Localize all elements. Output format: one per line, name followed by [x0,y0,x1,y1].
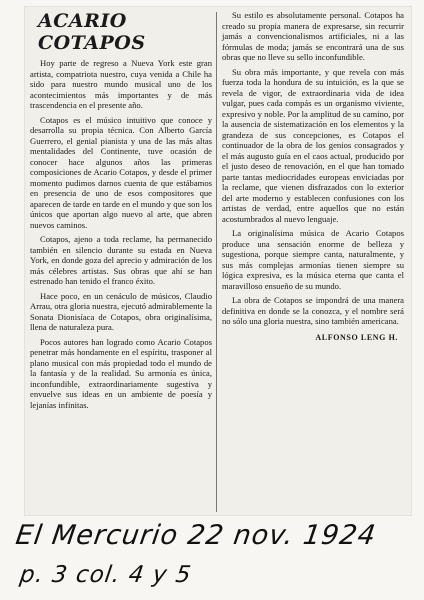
handwritten-publication-date: El Mercurio 22 nov. 1924 [13,520,379,551]
article-paragraph: La obra de Cotapos se impondrá de una manera definitiva en donde se la conozca, y el nombre será no sólo una gloria nuestra, sino también americana. [222,295,404,326]
article-right-column [222,10,404,343]
article-headline: ACARIO COTAPOS [38,10,146,54]
article-paragraph: Su obra más importante, y que revela con más fuerza toda la hondura de su intuición, es la que se revela de vigor, de extraordinaria vida de idea vulgar, pues cada compás es un organismo viviente, expresivo y noble. Por la amplitud de su camino, por la ausencia de sistematización en los elementos y la grandeza de sus concepciones, es Cotapos el continuador de la obra de los genios consagrados y el más augusto guía en el caos actual, producido por el justo deseo de renovación, en el que han tomado parte tantas mediocridades europeas enviciadas por la reclame, que vienen disfrazados con lo exterior del arte moderno y establecen confusiones con los artistas de verdad, entre aquellos que no están acostumbrados al nuevo lenguaje. [222,66,404,224]
handwritten-page-column: p. 3 col. 4 y 5 [18,562,194,588]
article-paragraph: Hoy parte de regreso a Nueva York este gran artista, compatriota nuestro, cuya venida a Chile ha sido para nuestro mundo musical uno de los acontecimientos más importantes y de más trascendencia en el presente año. [30,58,212,110]
article-paragraph: Hace poco, en un cenáculo de músicos, Claudio Arrau, otra gloria nuestra, ejecutó admirablemente la Sonata Dionisíaca de Cotapos, obra originalísima, llena de naturaleza pura. [30,290,212,332]
column-divider [216,12,217,512]
article-paragraph: La originalísima música de Acario Cotapos produce una sensación enorme de belleza y sugestiona, porque siempre canta, naturalmente, y sus más complejas armonías tienen siempre su lógica expresiva, es la música eterna que canta el maravilloso ensueño de su mundo. [222,228,404,291]
article-paragraph: Pocos autores han logrado como Acario Cotapos penetrar más hondamente en el espíritu, trasponer al plano musical con más propiedad todo el mundo de la fantasía y de la realidad. Su armonía es única, inconfundible, extraordinariamente sugestiva y envuelve sus ideas en un ambiente de poesía y lejanías infinitas. [30,336,212,410]
article-left-column [30,10,212,414]
article-signature: ALFONSO LENG H. [315,332,398,342]
article-paragraph: Su estilo es absolutamente personal. Cotapos ha creado su propia manera de expresarse, sin recurrir jamás a convencionalismos artificiales, ni a las fórmulas de moda; jamás se encontrará una de sus obras que no lleve su sello inconfundible. [222,10,404,62]
article-paragraph: Cotapos es el músico intuitivo que conoce y desarrolla su propia técnica. Con Alberto García Guerrero, el genial pianista y una de las más altas mentalidades del Continente, tuve ocasión de conocer hace algunos años las primeras composiciones de Acario Cotapos, y desde el primer momento pudimos darnos cuenta de que estábamos en presencia de uno de esos compositores que aparecen de tarde en tarde en el mundo y que son los únicos que aportan algo nuevo al arte, que abren nuevos caminos. [30,114,212,230]
handwritten-source-note [14,520,414,598]
article-paragraph: Cotapos, ajeno a toda reclame, ha permanecido también en silencio durante su estada en Nueva York, en donde goza del aprecio y admiración de los más célebres artistas. Sus obras que ahí se han estrenado han tenido el franco éxito. [30,234,212,286]
newspaper-clipping [24,6,412,516]
